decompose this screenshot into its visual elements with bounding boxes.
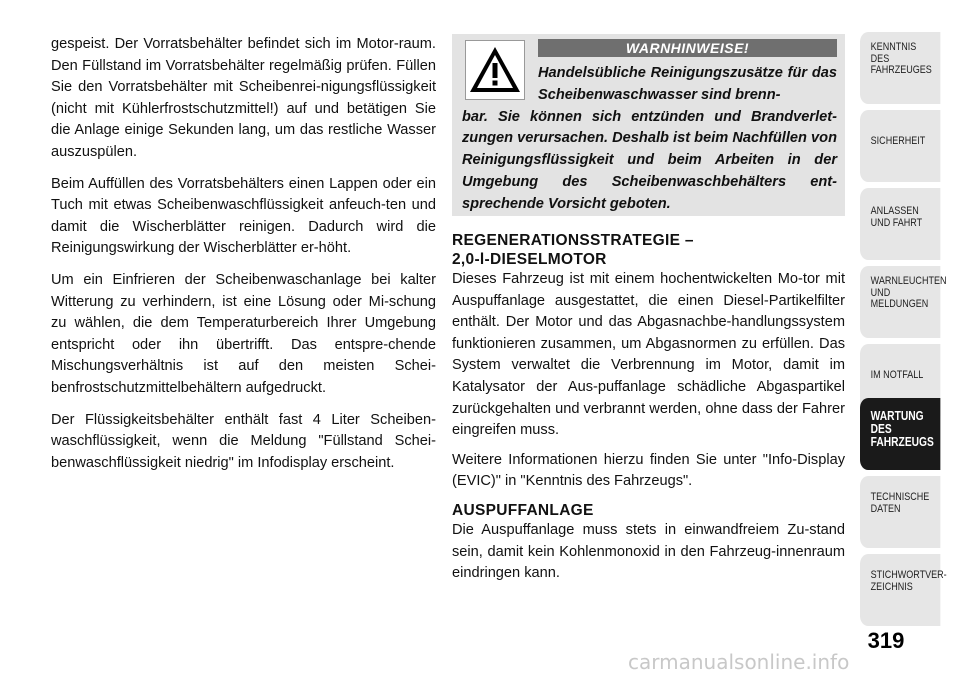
tab-anlassen[interactable] — [860, 188, 940, 260]
tab-label-line: ANLASSEN — [870, 205, 919, 217]
tab-sicherheit[interactable] — [860, 110, 940, 182]
left-column — [51, 34, 436, 484]
tab-label-line: DATEN — [870, 502, 901, 515]
tab-label-line: STICHWORTVER- — [870, 569, 947, 581]
exhaust-paragraph: Die Auspuffanlage muss stets in einwandfreiem Zu-stand sein, damit kein Kohlenmonoxid in den Fahrzeug-innenraum eindringen kann. — [452, 521, 845, 582]
tab-label-line: FAHRZEUGS — [870, 435, 934, 449]
tab-label-line: WARNLEUCHTEN — [870, 275, 947, 287]
paragraph-wiper-cleaning: Beim Auffüllen des Vorratsbehälters einen Lappen oder ein Tuch mit etwas Scheibenwaschflüssigkeit anfeuch-ten und damit die Wischerblätter reinigen. Dadurch wird die Reinigungswirkung der Wischerblätter er-höht. — [51, 175, 436, 257]
page-number: 319 — [867, 628, 905, 653]
regeneration-reference: Weitere Informationen hierzu finden Sie unter "Info-Display (EVIC)" in "Kenntnis des Fahrzeugs". — [452, 451, 845, 490]
paragraph-reservoir-capacity: Der Flüssigkeitsbehälter enthält fast 4 Liter Scheiben-waschflüssigkeit, wenn die Meldung "Füllstand Schei-benwaschflüssigkeit niedrig" im Infodisplay erscheint. — [51, 411, 436, 471]
tab-label-line: TECHNISCHE — [870, 491, 930, 503]
regeneration-heading — [452, 231, 845, 269]
tab-label-line: UND — [870, 286, 891, 299]
tab-label-line: MELDUNGEN — [870, 298, 929, 310]
exhaust-heading: AUSPUFFANLAGE — [452, 501, 594, 519]
tab-label-line: ZEICHNIS — [870, 580, 913, 593]
warning-text-rest: bar. Sie können sich entzünden und Brandverlet-zungen verursachen. Deshalb ist beim Nachfüllen von Reinigungsflüssigkeit und beim Arbeiten in der Umgebung des Scheibenwaschbehälters ent-sprechende Vorsicht geboten. — [462, 108, 837, 212]
exhaust-section — [452, 501, 845, 585]
warning-title: WARNHINWEISE! — [538, 39, 837, 57]
right-column — [452, 34, 845, 593]
tab-warnleuchten[interactable] — [860, 266, 947, 338]
watermark: carmanualsonline.info — [628, 650, 850, 674]
tab-technische-daten[interactable] — [860, 476, 940, 548]
tab-label-line: SICHERHEIT — [870, 135, 926, 147]
tab-label-line: FAHRZEUGES — [870, 64, 932, 76]
tab-kenntnis[interactable] — [860, 32, 940, 104]
regeneration-heading-line1: REGENERATIONSSTRATEGIE – — [452, 232, 694, 249]
tab-label-line: KENNTNIS — [870, 41, 917, 53]
tab-label-line: DES — [870, 52, 890, 65]
tab-stichwortverzeichnis[interactable] — [860, 554, 947, 626]
paragraph-refill: gespeist. Der Vorratsbehälter befindet sich im Motor-raum. Den Füllstand im Vorratsbehälter regelmäßig prüfen. Füllen Sie den Vorratsbehälter mit Scheibenrei-nigungsflüssigkeit (nicht mit Kühlerfrostschutzmittel!) auf und betätigen Sie die Anlage einige Sekunden lang, um das restliche Wasser auszuspülen. — [51, 36, 436, 160]
tab-label-line: DES — [870, 422, 892, 436]
warning-box — [452, 34, 845, 216]
tab-label-line: IM NOTFALL — [870, 369, 924, 381]
tab-wartung-active[interactable] — [860, 398, 940, 470]
regeneration-paragraph: Dieses Fahrzeug ist mit einem hochentwickelten Mo-tor mit Auspuffanlage ausgestattet, die einen Diesel-Partikelfilter enthält. Der Motor und das Abgasnachbe-handlungssystem funktionieren zusammen, um Abgasnormen zu erfüllen. Das System verwaltet die Verbrennung im Motor, damit im Katalysator der Aus-puffanlage schädliche Abgaspartikel zurückgehalten und verbrannt werden, ohne dass der Fahrer eingreifen muss. — [452, 271, 845, 439]
regeneration-heading-line2: 2,0-l-DIESELMOTOR — [452, 251, 607, 268]
tab-label-line: WARTUNG — [870, 409, 924, 423]
regeneration-section — [452, 231, 845, 493]
warning-text-first: Handelsübliche Reinigungszusätze für das Scheibenwaschwasser sind brenn- — [538, 65, 837, 103]
paragraph-freeze-protection: Um ein Einfrieren der Scheibenwaschanlage bei kalter Witterung zu verhindern, ist eine Lösung oder Mi-schung zu wählen, die dem Temperaturbereich Ihrer Umgebung entspricht oder ihn übertrifft. Das entspre-chende Mischungsverhältnis ist auf den meisten Schei-benfrostschutzmittelbehältern aufgedruckt. — [51, 271, 436, 396]
warning-triangle-icon — [465, 40, 525, 100]
tab-label-line: UND FAHRT — [870, 216, 923, 229]
chapter-tabs — [857, 0, 960, 678]
